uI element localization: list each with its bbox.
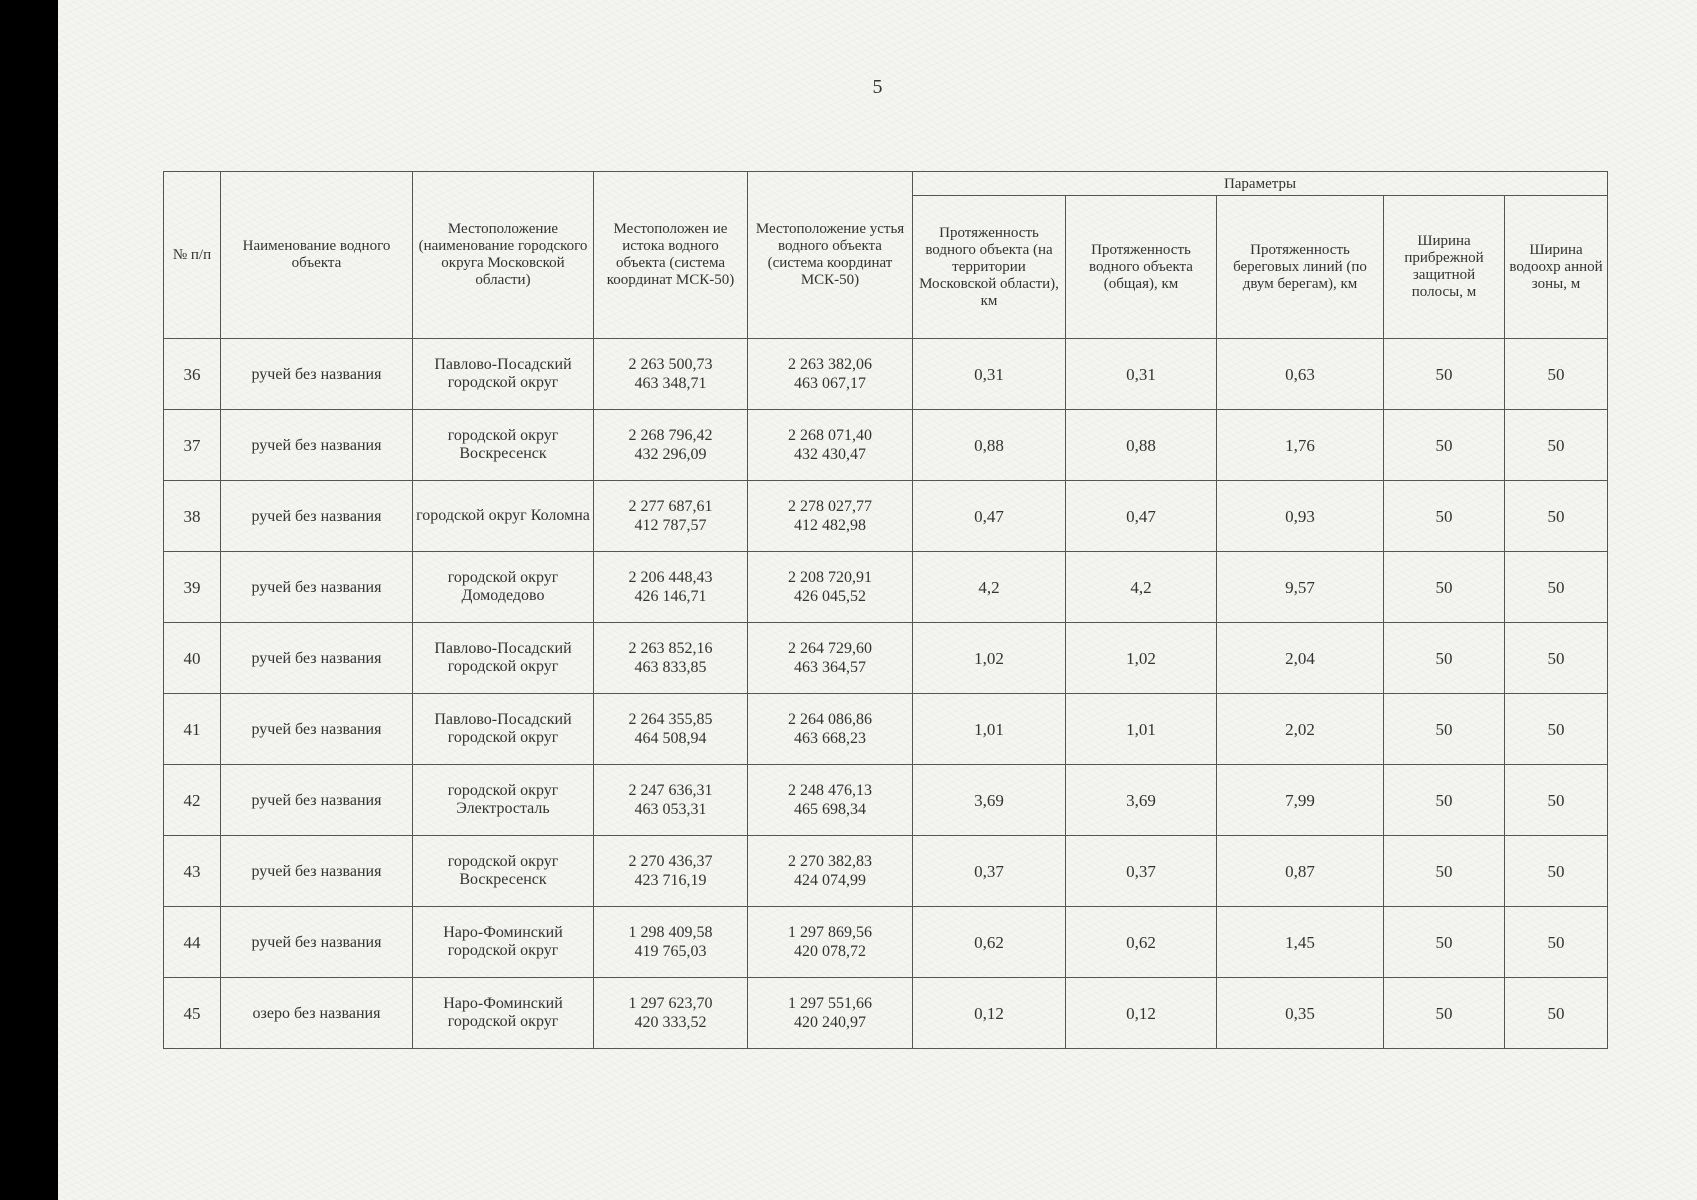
mouth-x: 2 264 086,86 [788, 711, 872, 728]
mouth-x: 2 268 071,40 [788, 427, 872, 444]
row-shore: 2,02 [1217, 694, 1384, 765]
row-name: ручей без названия [221, 765, 413, 836]
source-x: 2 247 636,31 [628, 782, 713, 799]
row-location: Павлово-Посадский городской округ [413, 694, 594, 765]
row-mouth [748, 410, 913, 481]
row-mouth [748, 623, 913, 694]
row-source [594, 623, 748, 694]
row-source [594, 978, 748, 1049]
row-mouth [748, 765, 913, 836]
row-num: 40 [164, 623, 221, 694]
row-num: 39 [164, 552, 221, 623]
source-x: 2 277 687,61 [628, 498, 713, 515]
row-length-mo: 0,62 [913, 907, 1066, 978]
mouth-y: 465 698,34 [794, 801, 866, 818]
document-page [58, 0, 1697, 1200]
row-num: 45 [164, 978, 221, 1049]
row-protection-zone: 50 [1505, 410, 1608, 481]
header-mouth: Местоположение устья водного объекта (система координат МСК-50) [748, 172, 913, 339]
row-mouth [748, 836, 913, 907]
row-protection-zone: 50 [1505, 481, 1608, 552]
row-shore: 0,87 [1217, 836, 1384, 907]
row-name: ручей без названия [221, 339, 413, 410]
source-x: 2 268 796,42 [628, 427, 713, 444]
mouth-x: 2 208 720,91 [788, 569, 872, 586]
source-y: 423 716,19 [634, 872, 707, 889]
row-name: ручей без названия [221, 481, 413, 552]
source-x: 2 270 436,37 [628, 853, 713, 870]
source-y: 463 833,85 [634, 659, 707, 676]
source-y: 463 348,71 [634, 375, 707, 392]
row-length-mo: 3,69 [913, 765, 1066, 836]
water-objects-table [163, 171, 1608, 1049]
table-row [164, 410, 1608, 481]
row-protection-zone: 50 [1505, 694, 1608, 765]
header-num: № п/п [164, 172, 221, 339]
row-protection-zone: 50 [1505, 552, 1608, 623]
row-source [594, 481, 748, 552]
row-num: 44 [164, 907, 221, 978]
source-y: 420 333,52 [634, 1014, 707, 1031]
mouth-y: 420 078,72 [794, 943, 866, 960]
mouth-y: 463 067,17 [794, 375, 866, 392]
mouth-y: 424 074,99 [794, 872, 866, 889]
row-name: озеро без названия [221, 978, 413, 1049]
row-coastal-strip: 50 [1384, 623, 1505, 694]
mouth-y: 420 240,97 [794, 1014, 866, 1031]
row-num: 43 [164, 836, 221, 907]
row-protection-zone: 50 [1505, 836, 1608, 907]
row-mouth [748, 481, 913, 552]
row-mouth [748, 907, 913, 978]
row-shore: 9,57 [1217, 552, 1384, 623]
row-source [594, 836, 748, 907]
row-coastal-strip: 50 [1384, 410, 1505, 481]
row-length-mo: 4,2 [913, 552, 1066, 623]
source-x: 2 263 852,16 [628, 640, 713, 657]
mouth-y: 463 668,23 [794, 730, 866, 747]
row-name: ручей без названия [221, 552, 413, 623]
table-row [164, 339, 1608, 410]
mouth-y: 426 045,52 [794, 588, 866, 605]
row-protection-zone: 50 [1505, 339, 1608, 410]
row-length-mo: 0,31 [913, 339, 1066, 410]
source-y: 463 053,31 [634, 801, 707, 818]
mouth-y: 432 430,47 [794, 446, 866, 463]
row-name: ручей без названия [221, 410, 413, 481]
row-shore: 0,93 [1217, 481, 1384, 552]
row-coastal-strip: 50 [1384, 836, 1505, 907]
source-y: 464 508,94 [634, 730, 707, 747]
mouth-x: 1 297 869,56 [788, 924, 872, 941]
source-x: 1 298 409,58 [628, 924, 713, 941]
row-length-mo: 0,37 [913, 836, 1066, 907]
table-row [164, 907, 1608, 978]
row-source [594, 694, 748, 765]
row-length-total: 0,47 [1066, 481, 1217, 552]
header-source: Местоположен ие истока водного объекта (система координат МСК-50) [594, 172, 748, 339]
mouth-x: 2 278 027,77 [788, 498, 872, 515]
row-shore: 0,63 [1217, 339, 1384, 410]
row-coastal-strip: 50 [1384, 552, 1505, 623]
row-location: городской округ Воскресенск [413, 836, 594, 907]
row-mouth [748, 552, 913, 623]
row-length-total: 0,37 [1066, 836, 1217, 907]
source-y: 432 296,09 [634, 446, 707, 463]
row-coastal-strip: 50 [1384, 978, 1505, 1049]
row-location: городской округ Коломна [413, 481, 594, 552]
row-num: 36 [164, 339, 221, 410]
row-length-total: 0,88 [1066, 410, 1217, 481]
row-num: 38 [164, 481, 221, 552]
table-row [164, 978, 1608, 1049]
row-location: Павлово-Посадский городской округ [413, 339, 594, 410]
row-source [594, 410, 748, 481]
header-location: Местоположение (наименование городского округа Московской области) [413, 172, 594, 339]
row-shore: 1,45 [1217, 907, 1384, 978]
row-source [594, 339, 748, 410]
row-length-total: 0,12 [1066, 978, 1217, 1049]
row-location: городской округ Воскресенск [413, 410, 594, 481]
row-location: Наро-Фоминский городской округ [413, 907, 594, 978]
mouth-x: 2 263 382,06 [788, 356, 872, 373]
row-length-mo: 0,88 [913, 410, 1066, 481]
header-name: Наименование водного объекта [221, 172, 413, 339]
row-length-total: 1,02 [1066, 623, 1217, 694]
table-row [164, 765, 1608, 836]
row-coastal-strip: 50 [1384, 765, 1505, 836]
row-num: 42 [164, 765, 221, 836]
source-y: 412 787,57 [634, 517, 707, 534]
row-source [594, 552, 748, 623]
row-protection-zone: 50 [1505, 765, 1608, 836]
row-name: ручей без названия [221, 907, 413, 978]
row-protection-zone: 50 [1505, 623, 1608, 694]
row-coastal-strip: 50 [1384, 907, 1505, 978]
row-mouth [748, 978, 913, 1049]
row-shore: 7,99 [1217, 765, 1384, 836]
header-protection-zone: Ширина водоохр анной зоны, м [1505, 196, 1608, 339]
row-name: ручей без названия [221, 623, 413, 694]
header-length-total: Протяженность водного объекта (общая), км [1066, 196, 1217, 339]
source-x: 2 263 500,73 [628, 356, 713, 373]
row-name: ручей без названия [221, 694, 413, 765]
row-length-mo: 0,47 [913, 481, 1066, 552]
row-coastal-strip: 50 [1384, 694, 1505, 765]
page-number: 5 [872, 76, 883, 98]
row-length-mo: 0,12 [913, 978, 1066, 1049]
row-length-total: 0,31 [1066, 339, 1217, 410]
row-name: ручей без названия [221, 836, 413, 907]
mouth-x: 1 297 551,66 [788, 995, 872, 1012]
row-num: 41 [164, 694, 221, 765]
row-location: городской округ Домодедово [413, 552, 594, 623]
row-length-mo: 1,01 [913, 694, 1066, 765]
source-y: 426 146,71 [634, 588, 707, 605]
row-mouth [748, 694, 913, 765]
row-shore: 2,04 [1217, 623, 1384, 694]
row-source [594, 765, 748, 836]
table-row [164, 836, 1608, 907]
mouth-x: 2 270 382,83 [788, 853, 872, 870]
row-shore: 0,35 [1217, 978, 1384, 1049]
mouth-x: 2 248 476,13 [788, 782, 872, 799]
row-length-mo: 1,02 [913, 623, 1066, 694]
source-y: 419 765,03 [634, 943, 707, 960]
mouth-y: 412 482,98 [794, 517, 866, 534]
mouth-y: 463 364,57 [794, 659, 866, 676]
row-protection-zone: 50 [1505, 907, 1608, 978]
table-row [164, 623, 1608, 694]
table-row [164, 552, 1608, 623]
row-length-total: 1,01 [1066, 694, 1217, 765]
row-shore: 1,76 [1217, 410, 1384, 481]
source-x: 1 297 623,70 [628, 995, 713, 1012]
row-location: Наро-Фоминский городской округ [413, 978, 594, 1049]
header-shore: Протяженность береговых линий (по двум берегам), км [1217, 196, 1384, 339]
table-row [164, 694, 1608, 765]
row-length-total: 4,2 [1066, 552, 1217, 623]
header-params: Параметры [913, 172, 1608, 196]
row-coastal-strip: 50 [1384, 481, 1505, 552]
row-mouth [748, 339, 913, 410]
row-protection-zone: 50 [1505, 978, 1608, 1049]
header-length-mo: Протяженность водного объекта (на территории Московской области), км [913, 196, 1066, 339]
mouth-x: 2 264 729,60 [788, 640, 872, 657]
source-x: 2 264 355,85 [628, 711, 713, 728]
row-coastal-strip: 50 [1384, 339, 1505, 410]
row-source [594, 907, 748, 978]
row-location: городской округ Электросталь [413, 765, 594, 836]
header-coastal-strip: Ширина прибрежной защитной полосы, м [1384, 196, 1505, 339]
source-x: 2 206 448,43 [628, 569, 713, 586]
row-length-total: 0,62 [1066, 907, 1217, 978]
row-location: Павлово-Посадский городской округ [413, 623, 594, 694]
scan-left-edge [0, 0, 58, 1200]
table-row [164, 481, 1608, 552]
row-length-total: 3,69 [1066, 765, 1217, 836]
row-num: 37 [164, 410, 221, 481]
